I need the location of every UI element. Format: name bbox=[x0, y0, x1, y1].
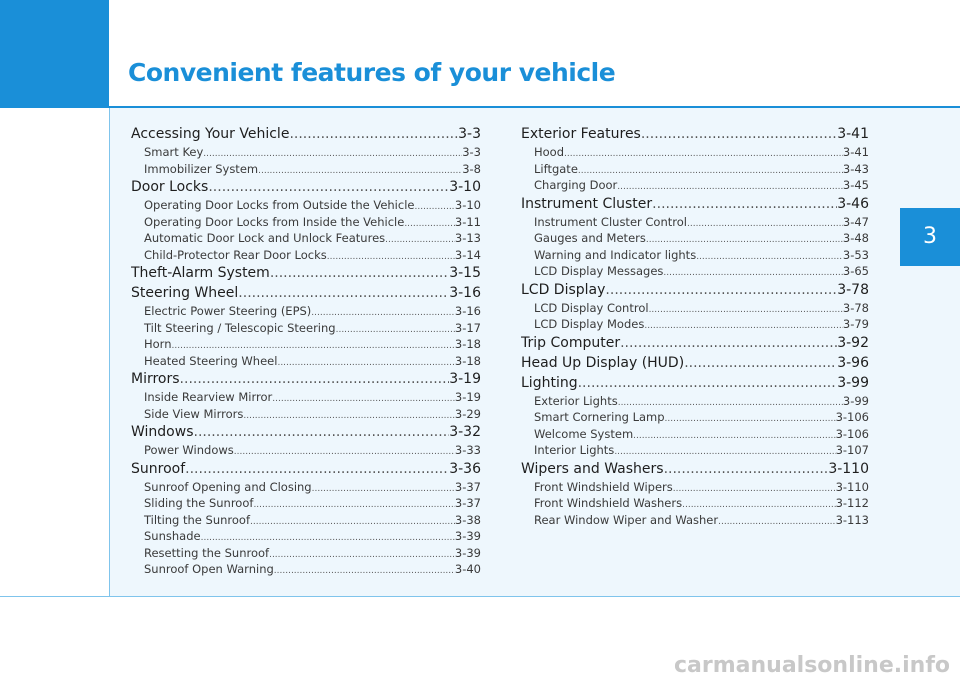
toc-page-number: 3-45 bbox=[842, 178, 869, 192]
toc-subsection-entry[interactable] bbox=[131, 406, 481, 423]
toc-entry-label: Front Windshield Wipers bbox=[534, 479, 673, 494]
toc-leader-dots bbox=[682, 497, 835, 512]
toc-leader-dots bbox=[274, 563, 455, 578]
toc-entry-label: Electric Power Steering (EPS) bbox=[144, 304, 312, 318]
toc-entry-label: Sunshade bbox=[144, 529, 201, 543]
toc-leader-dots bbox=[614, 444, 835, 459]
toc-section-entry[interactable] bbox=[521, 459, 869, 479]
toc-page-number: 3-110 bbox=[828, 460, 869, 477]
toc-entry-label: Steering Wheel bbox=[131, 285, 239, 301]
toc-section-entry[interactable] bbox=[131, 422, 481, 442]
toc-leader-dots bbox=[180, 369, 450, 389]
toc-page-number: 3-29 bbox=[454, 406, 481, 421]
toc-section-entry[interactable] bbox=[521, 194, 869, 214]
toc-page-number: 3-92 bbox=[837, 334, 869, 351]
toc-entry-label: Smart Key bbox=[144, 145, 204, 159]
toc-section-entry[interactable] bbox=[521, 124, 869, 144]
chapter-color-block bbox=[0, 0, 109, 108]
toc-subsection-entry[interactable] bbox=[131, 336, 481, 353]
toc-page-number: 3-11 bbox=[454, 214, 481, 229]
toc-entry-label: Tilting the Sunroof bbox=[144, 512, 251, 527]
toc-subsection-entry[interactable] bbox=[521, 409, 869, 426]
toc-entry-label: Heated Steering Wheel bbox=[144, 353, 278, 368]
toc-entry-label: Child-Protector Rear Door Locks bbox=[144, 247, 327, 262]
toc-entry-label: Wipers and Washers bbox=[521, 460, 664, 477]
toc-leader-dots bbox=[684, 353, 837, 373]
toc-page-number: 3-10 bbox=[449, 179, 481, 195]
toc-leader-dots bbox=[649, 302, 843, 317]
toc-entry-label: Sunroof Open Warning bbox=[144, 562, 274, 576]
toc-page-number: 3-65 bbox=[842, 264, 869, 278]
toc-leader-dots bbox=[312, 481, 455, 496]
toc-page-number: 3-106 bbox=[835, 426, 869, 441]
toc-entry-label: Welcome System bbox=[534, 426, 634, 441]
toc-leader-dots bbox=[243, 408, 455, 423]
toc-leader-dots bbox=[605, 280, 837, 300]
toc-entry-label: LCD Display bbox=[521, 281, 606, 298]
toc-page-number: 3-37 bbox=[454, 479, 481, 494]
toc-page-number: 3-41 bbox=[842, 145, 869, 159]
toc-entry-label: Charging Door bbox=[534, 178, 618, 192]
toc-page-number: 3-110 bbox=[835, 479, 869, 494]
toc-subsection-entry[interactable] bbox=[131, 389, 481, 406]
toc-page-number: 3-37 bbox=[454, 496, 481, 510]
toc-right-column bbox=[521, 124, 869, 528]
toc-page-number: 3-38 bbox=[454, 512, 481, 527]
toc-section-entry[interactable] bbox=[131, 283, 481, 303]
toc-subsection-entry[interactable] bbox=[521, 263, 869, 280]
toc-subsection-entry[interactable] bbox=[521, 161, 869, 178]
toc-subsection-entry[interactable] bbox=[521, 479, 869, 496]
toc-section-entry[interactable] bbox=[131, 263, 481, 283]
toc-page-number: 3-43 bbox=[842, 161, 869, 176]
toc-leader-dots bbox=[578, 373, 838, 393]
toc-page-number: 3-32 bbox=[449, 424, 481, 440]
toc-leader-dots bbox=[663, 265, 843, 280]
toc-subsection-entry[interactable] bbox=[131, 442, 481, 459]
toc-leader-dots bbox=[253, 497, 454, 512]
watermark: carmanualsonline.info bbox=[674, 653, 950, 678]
toc-section-entry[interactable] bbox=[521, 373, 869, 393]
toc-entry-label: Interior Lights bbox=[534, 443, 615, 457]
toc-section-entry[interactable] bbox=[131, 177, 481, 197]
toc-page-number: 3-112 bbox=[835, 496, 869, 510]
toc-section-entry[interactable] bbox=[521, 280, 869, 300]
toc-leader-dots bbox=[185, 459, 449, 479]
toc-subsection-entry[interactable] bbox=[131, 247, 481, 264]
toc-subsection-entry[interactable] bbox=[131, 303, 481, 320]
toc-leader-dots bbox=[644, 318, 843, 333]
toc-subsection-entry[interactable] bbox=[521, 393, 869, 410]
toc-leader-dots bbox=[208, 177, 449, 197]
toc-subsection-entry[interactable] bbox=[521, 512, 869, 529]
toc-page-number: 3-19 bbox=[449, 371, 481, 387]
toc-subsection-entry[interactable] bbox=[521, 316, 869, 333]
toc-page-number: 3-15 bbox=[449, 265, 481, 281]
toc-leader-dots bbox=[633, 428, 835, 443]
toc-leader-dots bbox=[414, 199, 454, 214]
toc-subsection-entry[interactable] bbox=[131, 495, 481, 512]
toc-subsection-entry[interactable] bbox=[521, 247, 869, 264]
toc-page-number: 3-3 bbox=[458, 126, 481, 142]
toc-entry-label: Operating Door Locks from Inside the Vehicle bbox=[144, 214, 405, 229]
toc-leader-dots bbox=[277, 355, 454, 370]
toc-subsection-entry[interactable] bbox=[521, 230, 869, 247]
toc-leader-dots bbox=[238, 283, 449, 303]
toc-leader-dots bbox=[203, 146, 462, 161]
toc-leader-dots bbox=[250, 514, 455, 529]
toc-leader-dots bbox=[194, 422, 450, 442]
toc-page-number: 3-16 bbox=[449, 285, 481, 301]
toc-entry-label: Mirrors bbox=[131, 371, 180, 387]
toc-entry-label: Immobilizer System bbox=[144, 161, 259, 176]
toc-leader-dots bbox=[385, 232, 455, 247]
toc-entry-label: Trip Computer bbox=[521, 334, 621, 351]
toc-leader-dots bbox=[564, 146, 843, 161]
toc-entry-label: Hood bbox=[534, 145, 565, 159]
toc-subsection-entry[interactable] bbox=[131, 528, 481, 545]
toc-entry-label: LCD Display Messages bbox=[534, 264, 664, 278]
toc-leader-dots bbox=[673, 481, 836, 496]
toc-leader-dots bbox=[269, 547, 455, 562]
toc-page-number: 3-14 bbox=[454, 247, 481, 262]
toc-subsection-entry[interactable] bbox=[131, 512, 481, 529]
toc-subsection-entry[interactable] bbox=[521, 495, 869, 512]
toc-page-number: 3-78 bbox=[842, 300, 869, 315]
toc-entry-label: Inside Rearview Mirror bbox=[144, 390, 273, 404]
toc-entry-label: LCD Display Control bbox=[534, 300, 649, 315]
toc-leader-dots bbox=[618, 395, 843, 410]
toc-subsection-entry[interactable] bbox=[131, 545, 481, 562]
toc-subsection-entry[interactable] bbox=[521, 177, 869, 194]
toc-leader-dots bbox=[620, 333, 837, 353]
toc-entry-label: Horn bbox=[144, 337, 172, 351]
toc-subsection-entry[interactable] bbox=[131, 197, 481, 214]
toc-leader-dots bbox=[664, 459, 829, 479]
toc-leader-dots bbox=[272, 391, 455, 406]
toc-leader-dots bbox=[641, 124, 837, 144]
toc-page-number: 3-46 bbox=[837, 195, 869, 212]
toc-entry-label: Smart Cornering Lamp bbox=[534, 410, 665, 424]
toc-page-number: 3-106 bbox=[835, 410, 869, 424]
toc-entry-label: Exterior Features bbox=[521, 126, 641, 142]
toc-entry-label: Automatic Door Lock and Unlock Features bbox=[144, 231, 386, 245]
bottom-divider bbox=[0, 596, 960, 597]
toc-entry-label: Front Windshield Washers bbox=[534, 496, 683, 510]
toc-entry-label: Theft-Alarm System bbox=[131, 265, 270, 281]
toc-subsection-entry[interactable] bbox=[521, 214, 869, 231]
toc-entry-label: Side View Mirrors bbox=[144, 406, 244, 421]
toc-page-number: 3-40 bbox=[454, 562, 481, 576]
toc-page-number: 3-8 bbox=[462, 161, 481, 176]
toc-page-number: 3-107 bbox=[835, 443, 869, 457]
toc-leader-dots bbox=[234, 444, 455, 459]
toc-leader-dots bbox=[687, 216, 843, 231]
toc-page-number: 3-99 bbox=[837, 374, 869, 391]
toc-subsection-entry[interactable] bbox=[131, 230, 481, 247]
toc-leader-dots bbox=[258, 163, 462, 178]
toc-leader-dots bbox=[327, 249, 455, 264]
toc-left-column bbox=[131, 124, 481, 578]
toc-entry-label: Accessing Your Vehicle bbox=[131, 126, 290, 142]
chapter-tab[interactable]: 3 bbox=[900, 208, 960, 266]
toc-subsection-entry[interactable] bbox=[521, 426, 869, 443]
toc-page-number: 3-48 bbox=[842, 231, 869, 245]
toc-section-entry[interactable] bbox=[131, 459, 481, 479]
toc-entry-label: Lighting bbox=[521, 374, 578, 391]
toc-page-number: 3-79 bbox=[842, 317, 869, 331]
toc-entry-label: Sunroof bbox=[131, 460, 186, 477]
toc-entry-label: Windows bbox=[131, 424, 194, 440]
toc-entry-label: Instrument Cluster Control bbox=[534, 214, 687, 229]
toc-page-number: 3-16 bbox=[454, 304, 481, 318]
toc-leader-dots bbox=[201, 530, 455, 545]
toc-page-number: 3-18 bbox=[454, 353, 481, 368]
toc-page-number: 3-78 bbox=[837, 281, 869, 298]
toc-section-entry[interactable] bbox=[521, 353, 869, 373]
toc-page-number: 3-113 bbox=[835, 512, 869, 527]
left-divider bbox=[109, 108, 110, 597]
toc-entry-label: Door Locks bbox=[131, 179, 209, 195]
toc-entry-label: Gauges and Meters bbox=[534, 231, 646, 245]
toc-leader-dots bbox=[172, 338, 455, 353]
toc-page-number: 3-47 bbox=[842, 214, 869, 229]
toc-leader-dots bbox=[646, 232, 843, 247]
toc-leader-dots bbox=[336, 322, 455, 337]
toc-entry-label: Warning and Indicator lights bbox=[534, 247, 697, 262]
toc-page-number: 3-18 bbox=[454, 337, 481, 351]
toc-subsection-entry[interactable] bbox=[131, 320, 481, 337]
toc-leader-dots bbox=[718, 514, 835, 529]
toc-entry-label: Sunroof Opening and Closing bbox=[144, 479, 312, 494]
toc-leader-dots bbox=[652, 194, 837, 214]
toc-page-number: 3-10 bbox=[454, 198, 481, 212]
toc-page-number: 3-13 bbox=[454, 231, 481, 245]
toc-subsection-entry[interactable] bbox=[131, 479, 481, 496]
toc-entry-label: Head Up Display (HUD) bbox=[521, 354, 685, 371]
toc-page-number: 3-19 bbox=[454, 390, 481, 404]
toc-entry-label: Rear Window Wiper and Washer bbox=[534, 512, 719, 527]
toc-page-number: 3-17 bbox=[454, 320, 481, 335]
toc-leader-dots bbox=[665, 411, 836, 426]
toc-subsection-entry[interactable] bbox=[521, 144, 869, 161]
toc-leader-dots bbox=[617, 179, 843, 194]
toc-page-number: 3-41 bbox=[837, 126, 869, 142]
toc-entry-label: Instrument Cluster bbox=[521, 195, 653, 212]
toc-section-entry[interactable] bbox=[521, 333, 869, 353]
toc-subsection-entry[interactable] bbox=[131, 161, 481, 178]
toc-page-number: 3-33 bbox=[454, 443, 481, 457]
toc-section-entry[interactable] bbox=[131, 369, 481, 389]
toc-entry-label: Sliding the Sunroof bbox=[144, 496, 254, 510]
toc-leader-dots bbox=[270, 263, 449, 283]
toc-page-number: 3-39 bbox=[454, 545, 481, 560]
toc-section-entry[interactable] bbox=[131, 124, 481, 144]
toc-entry-label: LCD Display Modes bbox=[534, 317, 645, 331]
toc-subsection-entry[interactable] bbox=[131, 214, 481, 231]
toc-subsection-entry[interactable] bbox=[131, 353, 481, 370]
toc-entry-label: Power Windows bbox=[144, 443, 234, 457]
toc-entry-label: Operating Door Locks from Outside the Vehicle bbox=[144, 198, 415, 212]
toc-leader-dots bbox=[578, 163, 843, 178]
toc-entry-label: Liftgate bbox=[534, 161, 578, 176]
toc-leader-dots bbox=[696, 249, 843, 264]
toc-leader-dots bbox=[311, 305, 455, 320]
toc-subsection-entry[interactable] bbox=[521, 300, 869, 317]
toc-entry-label: Tilt Steering / Telescopic Steering bbox=[144, 320, 336, 335]
toc-page-number: 3-39 bbox=[454, 529, 481, 543]
toc-page-number: 3-3 bbox=[462, 145, 481, 159]
toc-page-number: 3-96 bbox=[837, 354, 869, 371]
toc-leader-dots bbox=[289, 124, 458, 144]
toc-entry-label: Resetting the Sunroof bbox=[144, 545, 270, 560]
toc-subsection-entry[interactable] bbox=[131, 144, 481, 161]
toc-leader-dots bbox=[404, 216, 455, 231]
toc-page-number: 3-36 bbox=[449, 460, 481, 477]
toc-subsection-entry[interactable] bbox=[521, 442, 869, 459]
toc-page-number: 3-99 bbox=[842, 393, 869, 408]
toc-entry-label: Exterior Lights bbox=[534, 393, 618, 408]
toc-page-number: 3-53 bbox=[842, 247, 869, 262]
page-title: Convenient features of your vehicle bbox=[128, 58, 616, 87]
toc-subsection-entry[interactable] bbox=[131, 561, 481, 578]
